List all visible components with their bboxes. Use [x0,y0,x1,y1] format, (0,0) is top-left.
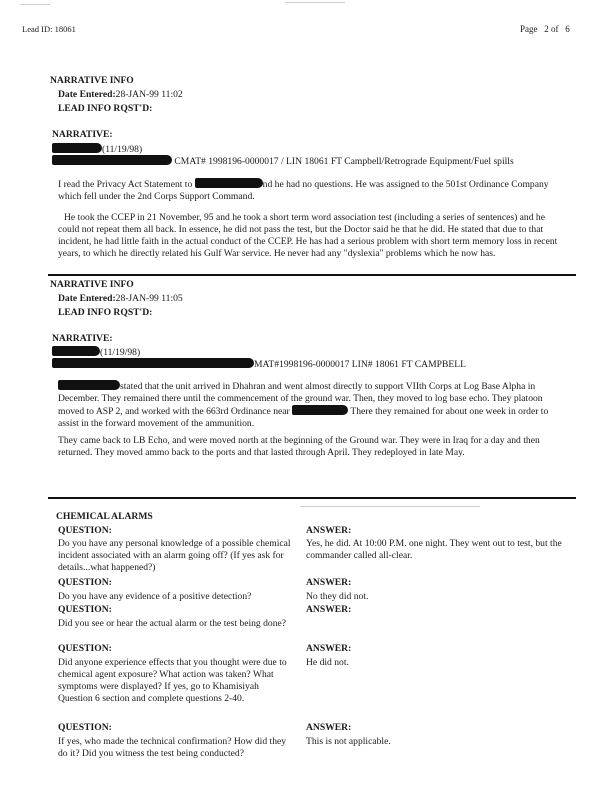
section-title: NARRATIVE INFO [50,75,134,86]
redaction [195,178,263,188]
answer-text: This is not applicable. [306,736,391,747]
question-text: Do you have any evidence of a positive detection? [58,591,252,602]
redaction [52,358,254,368]
date-tag: (11/19/98) [102,144,143,155]
question-label: QUESTION: [58,577,112,588]
redaction [52,155,172,165]
question-text: Do you have any personal knowledge of a possible chemical incident associated with an alarm going off? (If yes ask for details...what happened?) [58,538,291,573]
question-text: If yes, who made the technical confirmation? How did they do it? Did you witness the test being conducted? [58,736,287,759]
narrative-line-2 [52,155,514,168]
date-entered [58,293,183,305]
paragraph: They came back to LB Echo, and were moved north at the beginning of the Ground war. They were in Iraq for a day and then returned. They moved ammo back to the ports and that lasted through April. They redeployed in late May. [58,435,540,458]
narrative-label: NARRATIVE: [52,129,113,140]
narrative-label: NARRATIVE: [52,333,113,344]
section-divider [48,497,576,499]
lead-id: Lead ID: 18061 [22,24,76,34]
redaction [58,380,120,390]
scan-artifact [20,4,50,5]
scan-artifact [300,506,480,507]
page-number: Page 2 of 6 [520,24,570,34]
section-divider [48,274,576,276]
answer-text: Yes, he did. At 10:00 P.M. one night. They went out to test, but the commander called all-clear. [306,538,562,561]
lead-info-rqstd: LEAD INFO RQST'D: [58,307,153,318]
answer-label: ANSWER: [306,577,352,588]
narrative-line-2 [52,358,466,371]
question-label: QUESTION: [58,604,112,615]
question-label: QUESTION: [58,722,112,733]
lead-info-rqstd: LEAD INFO RQST'D: [58,103,153,114]
section-title: NARRATIVE INFO [50,279,134,290]
date-value: 28-JAN-99 11:05 [115,293,183,304]
answer-label: ANSWER: [306,604,352,615]
answer-label: ANSWER: [306,722,352,733]
paragraph: He took the CCEP in 21 November, 95 and he took a short term word association test (including a series of sentences) and he could not repeat them all back. In essence, he did not pass the test, but the Doctor said he that he did. He stated that due to that incident, he had little faith in the actual conduct of the CCEP. He has had a serious problem with short term memory loss in recent years, to which he directly related his Gulf War service. He never had any "dyslexia" problems which he now has. [58,212,558,259]
answer-text: He did not. [306,657,349,668]
answer-text: No they did not. [306,591,369,602]
date-label: Date Entered: [58,89,116,100]
question-label: QUESTION: [58,525,112,536]
date-entered [58,89,183,101]
case-ref: MAT#1998196-0000017 LIN# 18061 FT CAMPBELL [254,359,466,370]
date-value: 28-JAN-99 11:02 [115,89,183,100]
answer-label: ANSWER: [306,643,352,654]
date-label: Date Entered: [58,293,116,304]
chemical-alarms-title: CHEMICAL ALARMS [56,511,153,522]
question-text: Did you see or hear the actual alarm or the test being done? [58,618,287,629]
paragraph: I read the Privacy Act Statement to nd he had no questions. He was assigned to the 501st Ordinance Company which fell under the 2nd Corps Support Command. [58,179,549,202]
redaction [292,405,348,415]
question-label: QUESTION: [58,643,112,654]
scan-artifact [285,2,345,3]
paragraph: stated that the unit arrived in Dhahran and went almost directly to support VIIth Corps at Log Base Alpha in December. They remained there until the commencement of the ground war. Then, they moved to log base echo. They platoon moved to ASP 2, and worked with the 663rd Ordinance near There they remained for about one week in order to assist in the forward movement of the ammunition. [58,381,549,429]
redaction [52,143,102,153]
question-text: Did anyone experience effects that you thought were due to chemical agent exposure? What action was taken? What symptoms were displayed? If yes, go to Khamisiyah Question 6 section and complete questions 2-40. [58,657,287,704]
redaction [52,346,100,356]
answer-label: ANSWER: [306,525,352,536]
date-tag: (11/19/98) [100,347,141,358]
case-ref: CMAT# 1998196-0000017 / LIN 18061 FT Campbell/Retrograde Equipment/Fuel spills [172,156,514,167]
